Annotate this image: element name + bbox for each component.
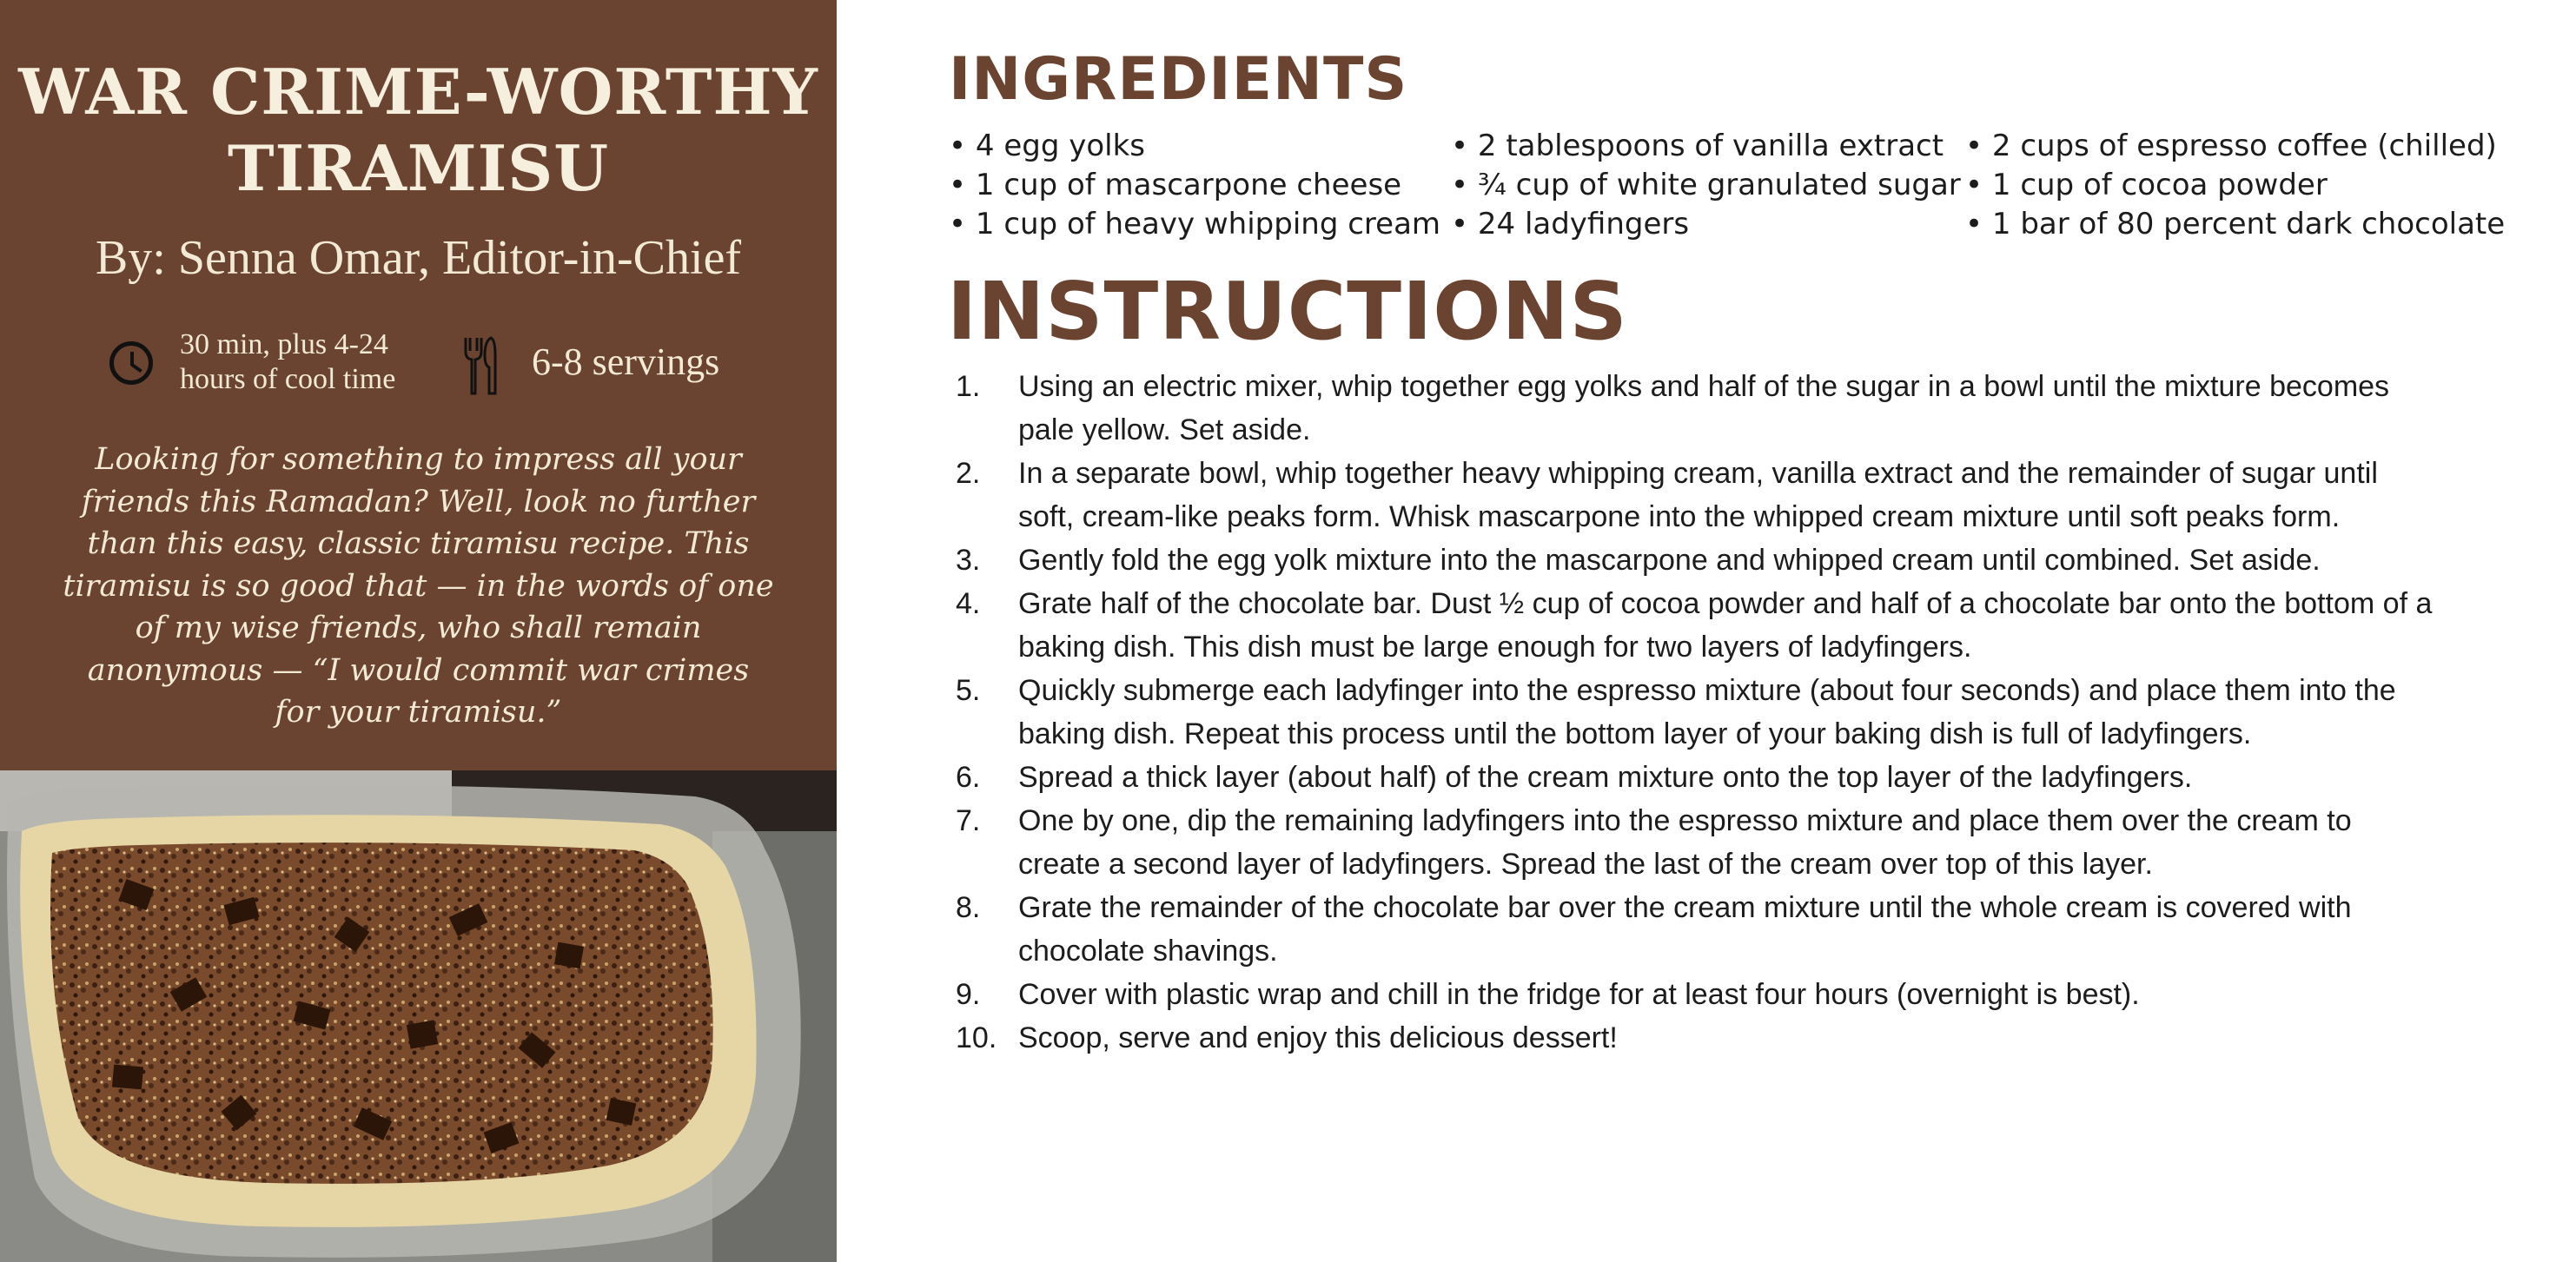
instruction-step (956, 452, 2433, 538)
step-number: 3. (956, 544, 981, 577)
step-number: 1. (956, 370, 981, 403)
prep-time-line1: 30 min, plus 4-24 (180, 328, 388, 360)
step-text: Quickly submerge each ladyfinger into the espresso mixture (about four seconds) and place them into the baking dish. Repeat this process until the bottom layer of your baking dish is full of ladyfingers. (1018, 674, 2396, 750)
instruction-step (956, 973, 2433, 1016)
ingredient-item: • 1 cup of heavy whipping cream (949, 205, 1440, 244)
step-number: 7. (956, 804, 981, 837)
fork-knife-icon (462, 336, 500, 395)
step-text: Scoop, serve and enjoy this delicious dessert! (1018, 1021, 1618, 1054)
instruction-step (956, 886, 2433, 973)
byline: By: Senna Omar, Editor-in-Chief (95, 231, 742, 285)
intro-paragraph: Looking for something to impress all your friends this Ramadan? Well, look no further than this easy, classic tiramisu recipe. This tiramisu is so good that — in the words of one of my wise friends, who shall remain anonymous — “I would commit war crimes for your tiramisu.” (63, 442, 774, 730)
ingredient-item: • 2 cups of espresso coffee (chilled) (1965, 127, 2505, 166)
step-number: 9. (956, 978, 981, 1011)
title-panel (0, 0, 837, 770)
step-number: 10. (956, 1021, 997, 1054)
ingredients-column-2 (1451, 127, 1961, 244)
ingredients-column-3 (1965, 127, 2505, 244)
instruction-step (956, 582, 2433, 669)
tiramisu-photo (0, 770, 837, 1262)
instruction-step (956, 669, 2433, 756)
step-number: 4. (956, 587, 981, 620)
step-text: Cover with plastic wrap and chill in the fridge for at least four hours (overnight is best). (1018, 978, 2140, 1011)
instructions-heading: INSTRUCTIONS (947, 265, 1628, 358)
step-number: 8. (956, 891, 981, 924)
clock-icon (109, 341, 153, 385)
ingredient-item: • 4 egg yolks (949, 127, 1440, 166)
instruction-step (956, 365, 2433, 452)
left-column (0, 0, 837, 1262)
ingredient-item: • 1 cup of cocoa powder (1965, 166, 2505, 205)
ingredient-item: • 2 tablespoons of vanilla extract (1451, 127, 1961, 166)
step-text: Using an electric mixer, whip together egg yolks and half of the sugar in a bowl until the mixture becomes pale yellow. Set aside. (1018, 370, 2390, 446)
ingredient-item: • 24 ladyfingers (1451, 205, 1961, 244)
prep-time-line2: hours of cool time (180, 363, 396, 395)
step-number: 2. (956, 457, 981, 490)
step-number: 5. (956, 674, 981, 707)
instruction-step (956, 799, 2433, 886)
ingredients-heading: INGREDIENTS (949, 45, 1408, 114)
instruction-step (956, 756, 2433, 799)
step-text: Grate half of the chocolate bar. Dust ½ cup of cocoa powder and half of a chocolate bar onto the bottom of a baking dish. This dish must be large enough for two layers of ladyfingers. (1018, 587, 2433, 664)
ingredient-item: • ¾ cup of white granulated sugar (1451, 166, 1961, 205)
recipe-title: WAR CRIME-WORTHY TIRAMISU (18, 55, 818, 205)
ingredient-item: • 1 bar of 80 percent dark chocolate (1965, 205, 2505, 244)
ingredient-item: • 1 cup of mascarpone cheese (949, 166, 1440, 205)
step-text: In a separate bowl, whip together heavy whipping cream, vanilla extract and the remainder of sugar until soft, cream-like peaks form. Whisk mascarpone into the whipped cream mixture until soft peaks form. (1018, 457, 2378, 533)
instructions-list (956, 365, 2433, 1060)
step-number: 6. (956, 761, 981, 794)
prep-time (180, 327, 432, 397)
step-text: Gently fold the egg yolk mixture into the mascarpone and whipped cream until combined. Set aside. (1018, 544, 2321, 577)
instruction-step (956, 538, 2433, 582)
ingredients-column-1 (949, 127, 1440, 244)
step-text: Spread a thick layer (about half) of the cream mixture onto the top layer of the ladyfingers. (1018, 761, 2193, 794)
recipe-meta (0, 326, 837, 404)
instruction-step (956, 1016, 2433, 1060)
step-text: Grate the remainder of the chocolate bar over the cream mixture until the whole cream is covered with chocolate shavings. (1018, 891, 2352, 968)
step-text: One by one, dip the remaining ladyfingers into the espresso mixture and place them over the cream to create a second layer of ladyfingers. Spread the last of the cream over top of this layer. (1018, 804, 2352, 881)
servings: 6-8 servings (532, 340, 720, 383)
